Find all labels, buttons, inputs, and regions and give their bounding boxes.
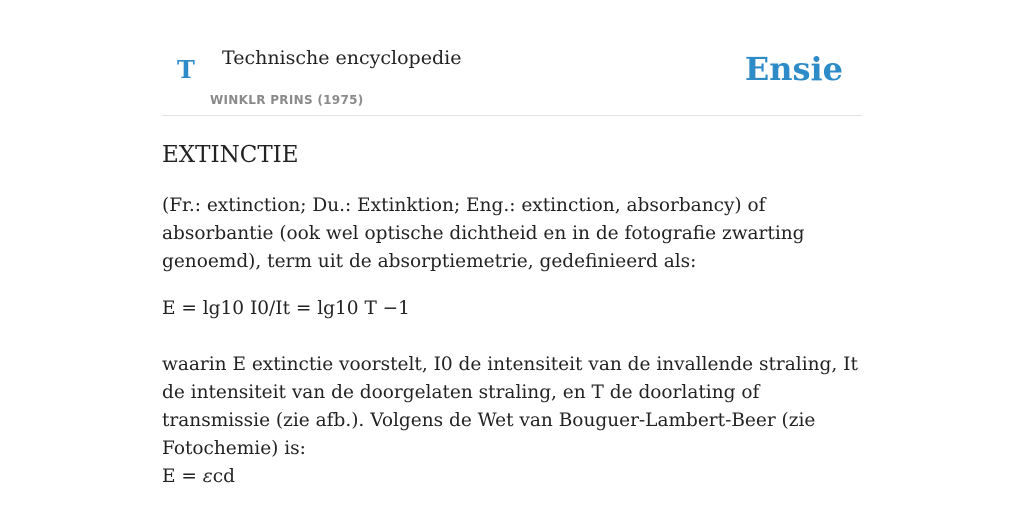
entry-title: EXTINCTIE [162,142,299,168]
entry-formula-extinction: E = lg10 I0/It = lg10 T −1 [162,298,410,319]
encyclopedia-source: WINKLR PRINS (1975) [210,93,364,107]
ensie-logo-link[interactable]: Ensie [744,50,843,88]
entry-formula-beer-lambert [162,463,862,491]
encyclopedia-letter-icon: T [177,55,195,84]
entry-paragraph-explanation: waarin E extinctie voorstelt, I0 de intensiteit van de invallende straling, It de intensiteit van de doorgelaten straling, en T de doorlating of transmissie (zie afb.). Volgens de Wet van Bouguer-Lambert-Beer (zie Fotochemie) is: [162,354,858,459]
formula-epsilon: ε [202,466,213,487]
encyclopedia-title-link[interactable]: Technische encyclopedie [222,47,462,69]
entry-paragraph-definition: (Fr.: extinction; Du.: Extinktion; Eng.: extinction, absorbancy) of absorbantie (ook wel optische dichtheid en in de fotografie zwarting genoemd), term uit de absorptiemetrie, gedefinieerd als: [162,195,805,272]
formula-suffix: cd [212,466,235,487]
encyclopedia-header [162,0,862,116]
formula-prefix: E = [162,466,203,487]
page-container [162,0,862,487]
